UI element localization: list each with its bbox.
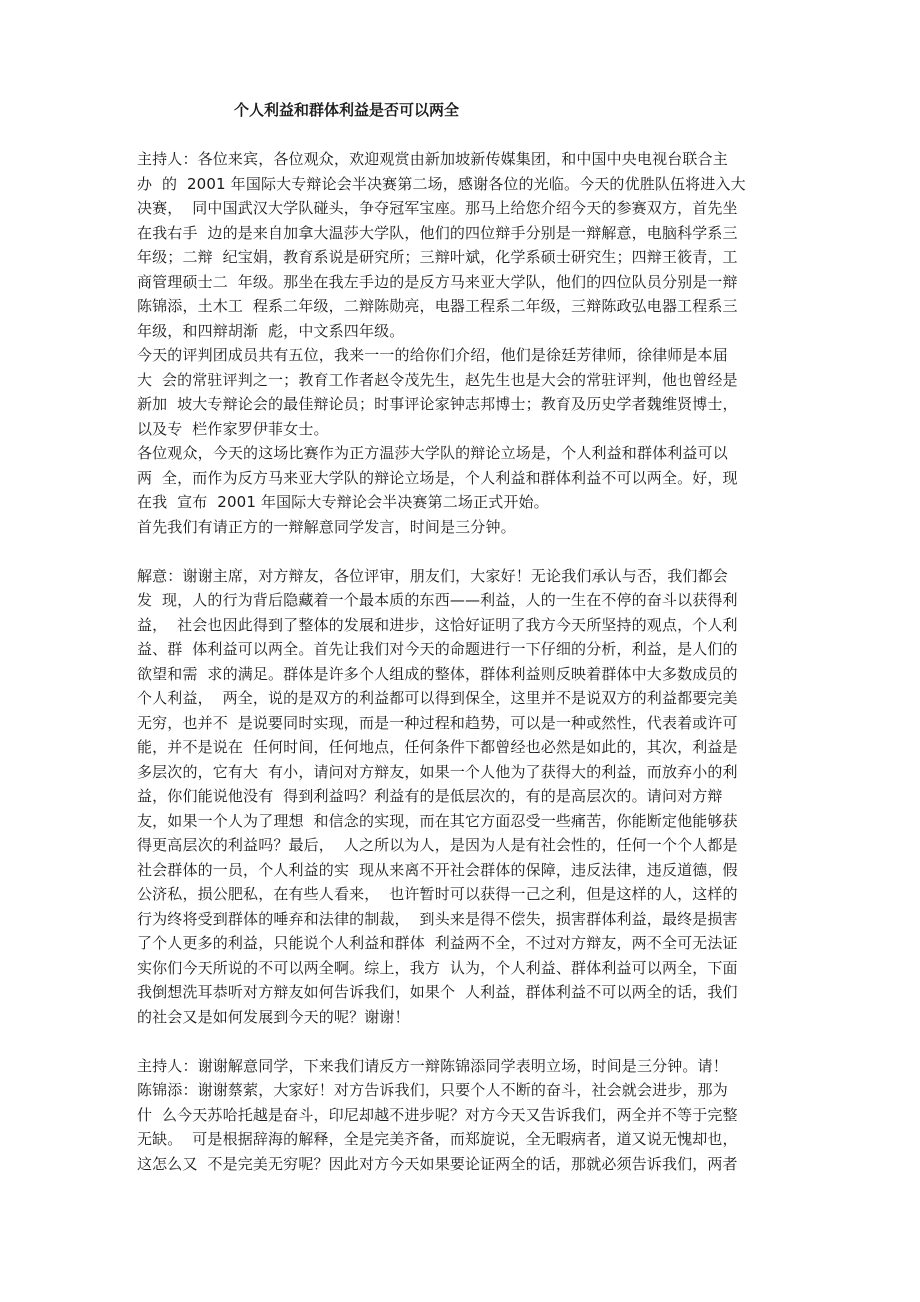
text-line: 今天的评判团成员共有五位，我来一一的给你们介绍，他们是徐廷芳律师，徐律师是本届	[137, 346, 728, 364]
text-line: 能，并不是说在 任何时间，任何地点，任何条件下都曾经也必然是如此的，其次，利益是	[137, 738, 738, 756]
text-line: 无缺。 可是根据辞海的解释，全是完美齐备，而郑旋说，全无暇病者，道又说无愧却也，	[137, 1130, 738, 1148]
text-line: 欲望和需 求的满足。群体是许多个人组成的整体，群体利益则反映着群体中大多数成员的	[137, 664, 738, 683]
text-line: 的社会又是如何发展到今天的呢？谢谢！	[137, 1007, 410, 1026]
text-line: 了个人更多的利益，只能说个人利益和群体 利益两不全，不过对方辩友，两不全可无法证	[137, 934, 738, 952]
text-line: 首先我们有请正方的一辩解意同学发言，时间是三分钟。	[137, 517, 516, 536]
text-line: 我倒想洗耳恭听对方辩友如何告诉我们，如果个 人利益，群体利益不可以两全的话，我们	[137, 983, 738, 1001]
blank-line	[137, 539, 797, 564]
blank-line	[137, 1029, 797, 1054]
text-line: 益， 社会也因此得到了整体的发展和进步，这恰好证明了我方今天所坚持的观点，个人利	[137, 615, 738, 634]
text-line: 各位观众，今天的这场比赛作为正方温莎大学队的辩论立场是，个人利益和群体利益可以	[137, 444, 728, 462]
text-line: 在我 宣布 2001 年国际大专辩论会半决赛第二场正式开始。	[137, 493, 549, 511]
text-line: 益、群 体利益可以两全。首先让我们对今天的命题进行一下仔细的分析，利益，是人们的	[137, 640, 738, 658]
text-line: 主持人：谢谢解意同学，下来我们请反方一辩陈锦添同学表明立场，时间是三分钟。请！	[137, 1056, 728, 1075]
text-line: 友，如果一个人为了理想 和信念的实现，而在其它方面忍受一些痛苦，你能断定他能够获	[137, 811, 738, 830]
text-line: 两 全，而作为反方马来亚大学队的辩论立场是，个人利益和群体利益不可以两全。好，现	[137, 468, 738, 487]
text-line: 商管理硕士二 年级。那坐在我左手边的是反方马来亚大学队，他们的四位队员分别是一辩	[137, 272, 738, 291]
text-line: 公济私，损公肥私，在有些人看来， 也许暂时可以获得一己之利，但是这样的人，这样的	[137, 885, 738, 903]
text-line: 个人利益， 两全，说的是双方的利益都可以得到保全，这里并不是说双方的利益都要完美	[137, 689, 738, 707]
text-line: 益，你们能说他没有 得到利益吗？利益有的是低层次的，有的是高层次的。请问对方辩	[137, 787, 723, 805]
text-line: 解意：谢谢主席，对方辩友，各位评审，朋友们，大家好！无论我们承认与否，我们都会	[137, 566, 728, 585]
text-line: 无穷，也并不 是说要同时实现，而是一种过程和趋势，可以是一种或然性，代表着或许可	[137, 713, 738, 732]
text-line: 在我右手 边的是来自加拿大温莎大学队，他们的四位辩手分别是一辩解意，电脑科学系三	[137, 223, 738, 242]
text-line: 得更高层次的利益吗？最后， 人之所以为人，是因为人是有社会性的，任何一个个人都是	[137, 836, 738, 854]
text-line: 什 么今天苏哈托越是奋斗，印尼却越不进步呢？对方今天又告诉我们，两全并不等于完整	[137, 1105, 738, 1124]
text-line: 年级；二辩 纪宝娟，教育系说是研究所；三辩叶斌，化学系硕士研究生；四辩王筱青，工	[137, 248, 738, 266]
text-line: 陈锦添：谢谢蔡萦，大家好！对方告诉我们，只要个人不断的奋斗，社会就会进步，那为	[137, 1081, 728, 1099]
text-line: 实你们今天所说的不可以两全啊。综上，我方 认为，个人利益、群体利益可以两全，下面	[137, 958, 738, 977]
text-line: 主持人：各位来宾，各位观众，欢迎观赏由新加坡新传媒集团，和中国中央电视台联合主	[137, 150, 728, 168]
document-title: 个人利益和群体利益是否可以两全	[234, 101, 460, 119]
text-line: 年级，和四辩胡渐 彪，中文系四年级。	[137, 321, 405, 340]
text-line: 以及专 栏作家罗伊菲女士。	[137, 419, 329, 438]
document-body	[137, 147, 797, 1176]
text-line: 大 会的常驻评判之一；教育工作者赵令茂先生，赵先生也是大会的常驻评判，他也曾经是	[137, 370, 738, 389]
text-line: 发 现，人的行为背后隐藏着一个最本质的东西——利益，人的一生在不停的奋斗以获得利	[137, 591, 738, 609]
text-line: 多层次的，它有大 有小，请问对方辩友，如果一个人他为了获得大的利益，而放弃小的利	[137, 762, 738, 781]
text-line: 办 的 2001 年国际大专辩论会半决赛第二场，感谢各位的光临。今天的优胜队伍将进入大	[137, 174, 746, 193]
text-line: 行为终将受到群体的唾弃和法律的制裁， 到头来是得不偿失，损害群体利益，最终是损害	[137, 909, 738, 928]
text-line: 陈锦添，土木工 程系二年级，二辩陈勋亮，电器工程系二年级，三辩陈政弘电器工程系三	[137, 297, 738, 315]
text-line: 新加 坡大专辩论会的最佳辩论员；时事评论家钟志邦博士；教育及历史学者魏维贤博士，	[137, 395, 738, 413]
text-line: 决赛， 同中国武汉大学队碰头，争夺冠军宝座。那马上给您介绍今天的参赛双方，首先坐	[137, 199, 738, 217]
text-line: 社会群体的一员，个人利益的实 现从来离不开社会群体的保障，违反法律，违反道德，假	[137, 860, 738, 879]
text-line: 这怎么又 不是完美无穷呢？因此对方今天如果要论证两全的话，那就必须告诉我们，两者	[137, 1154, 738, 1173]
